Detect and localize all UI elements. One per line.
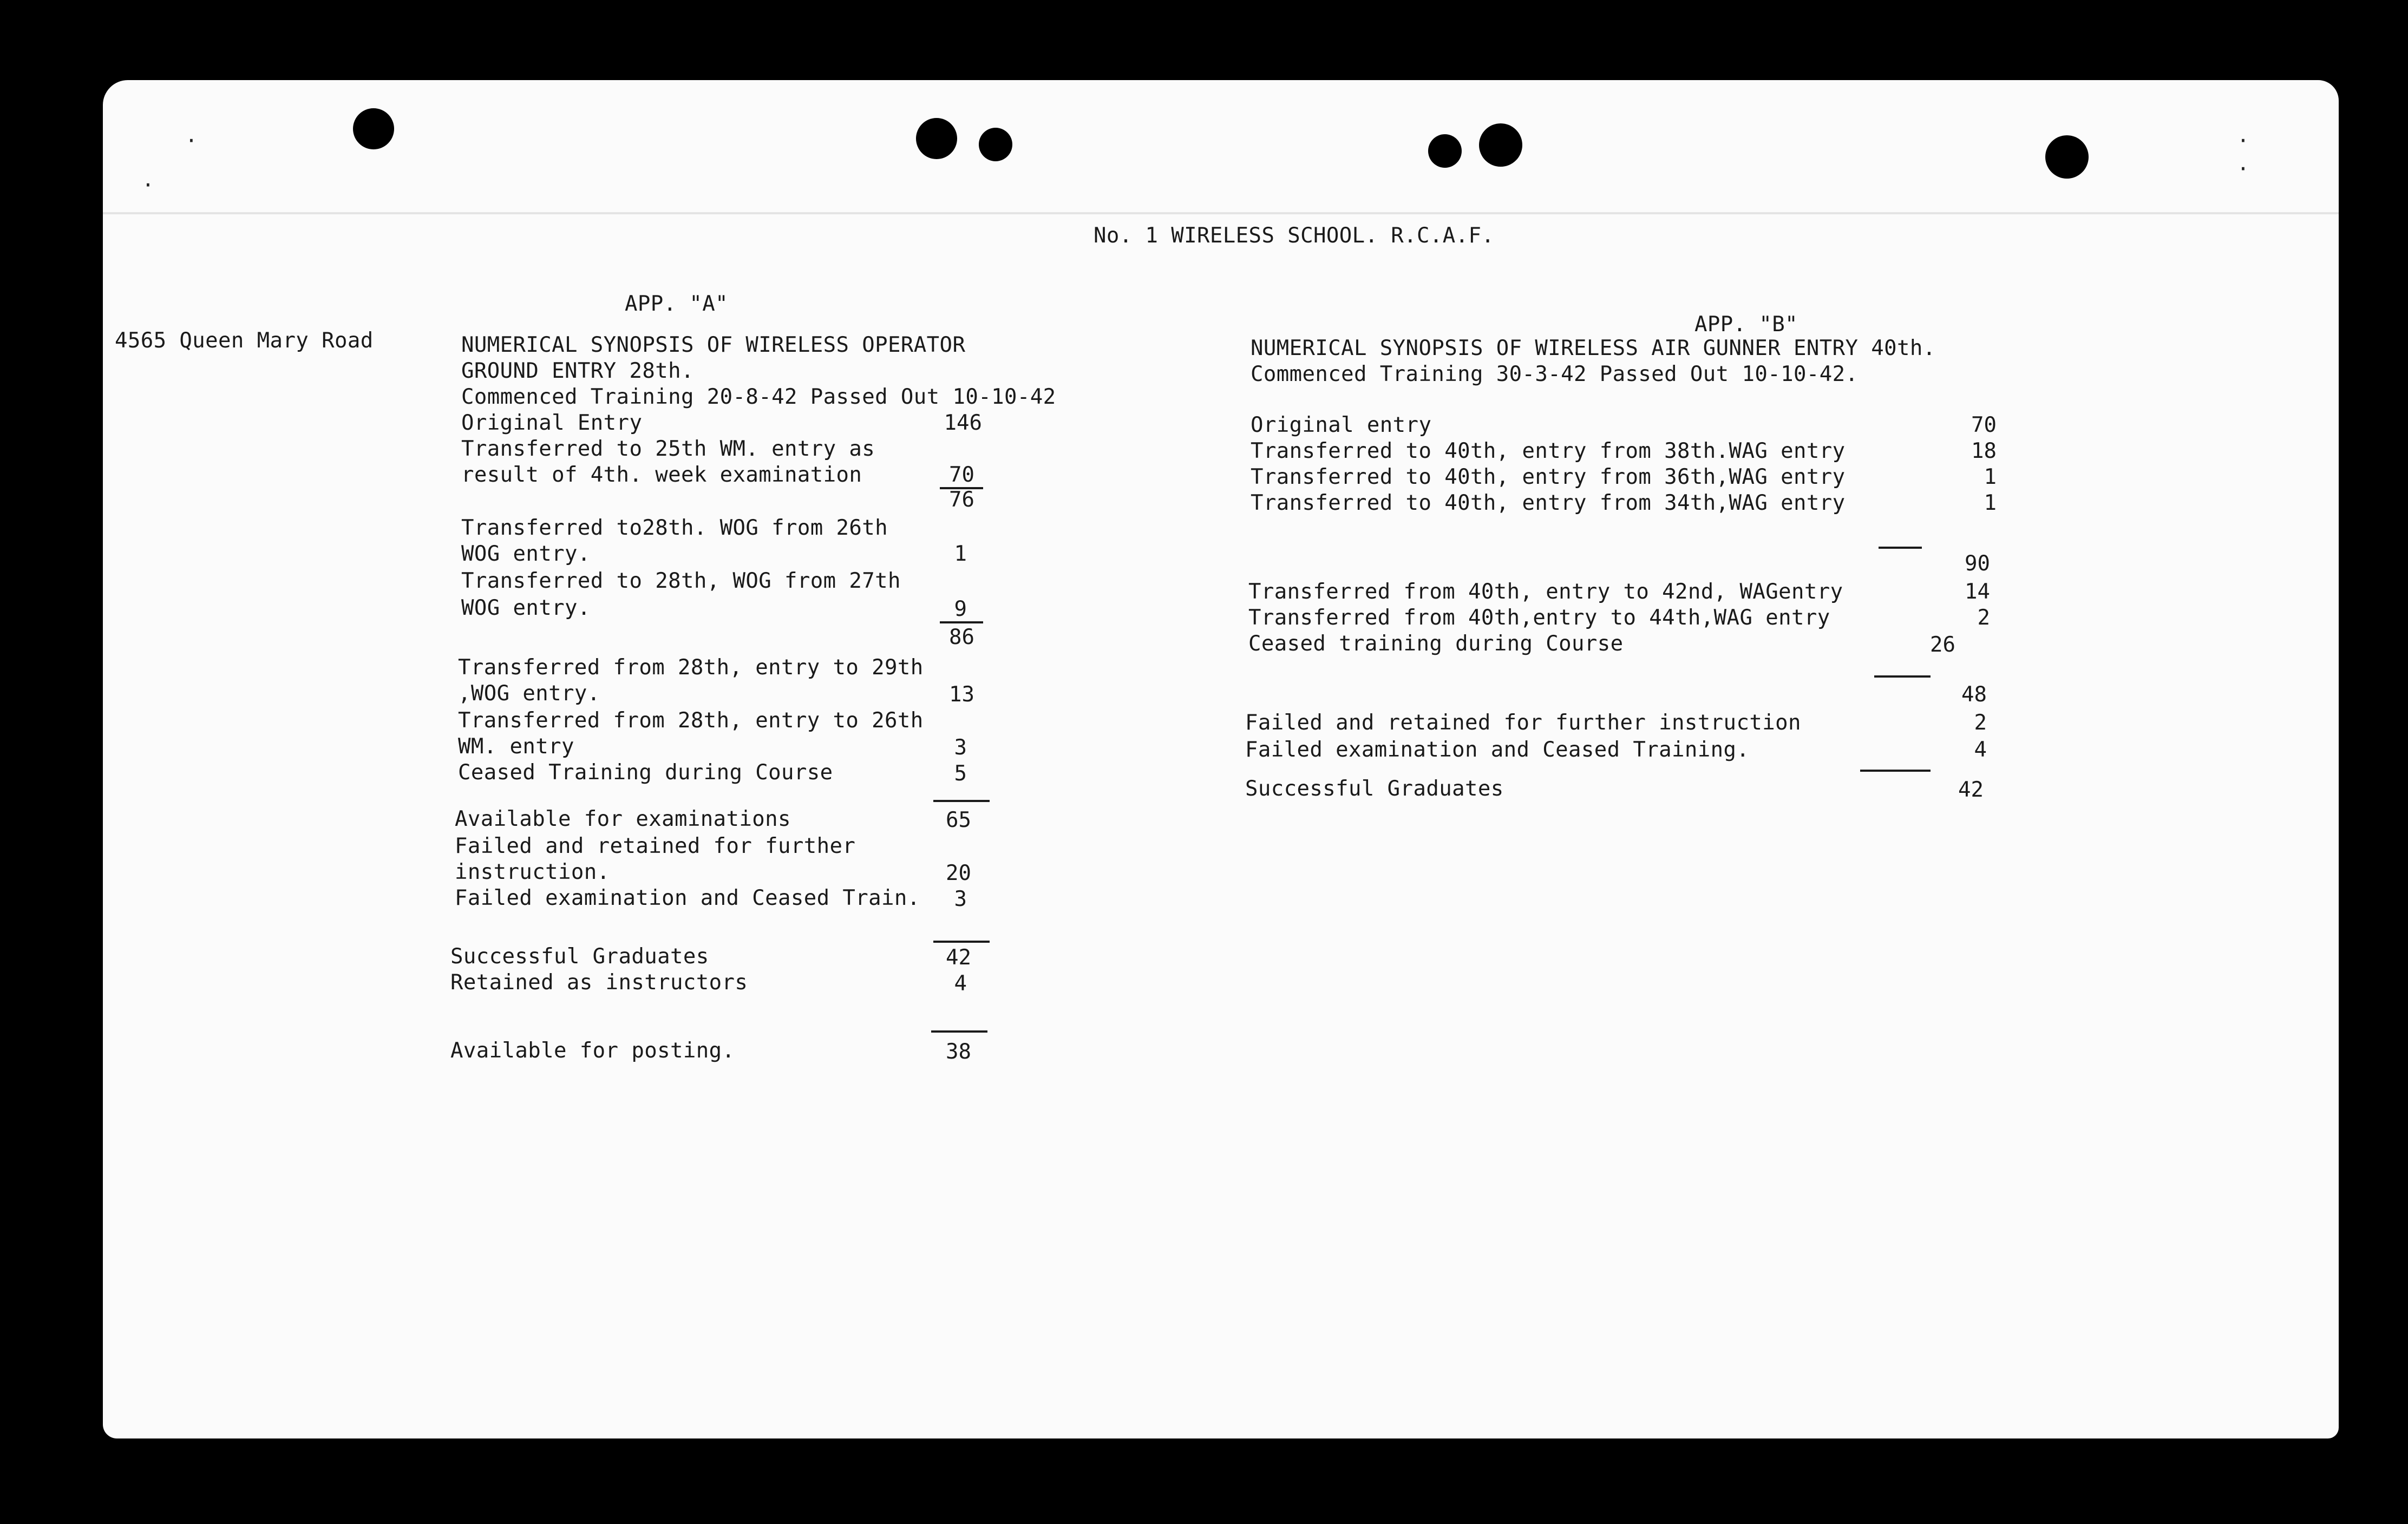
app-b-subtotal: 90 [1965, 551, 1990, 576]
sum-rule [940, 621, 983, 623]
app-a-row-value: 3 [954, 735, 967, 760]
speck-mark: · [185, 129, 198, 153]
app-b-row-value: 2 [1974, 711, 1987, 735]
app-a-commenced: Commenced Training 20-8-42 Passed Out 10-10-42 [461, 385, 1056, 409]
app-a-row-label: WM. entry [458, 734, 574, 759]
app-a-row-label: Ceased Training during Course [458, 760, 833, 785]
app-a-subtotal: 76 [949, 488, 974, 512]
app-a-row-value: 3 [954, 887, 967, 911]
app-b-row-label: Original entry [1251, 413, 1432, 437]
app-b-row-label: Failed examination and Ceased Training. [1245, 738, 1750, 762]
app-a-row-value: 146 [944, 411, 982, 435]
app-a-row-value: 1 [954, 542, 967, 566]
app-b-row-label: Ceased training during Course [1248, 632, 1624, 656]
app-a-row-value: 42 [946, 945, 971, 970]
app-b-row-label: Transferred from 40th, entry to 42nd, WAGentry [1248, 580, 1843, 604]
app-b-commenced: Commenced Training 30-3-42 Passed Out 10-10-42. [1251, 362, 1859, 386]
app-a-row-label: Failed examination and Ceased Train. [455, 886, 920, 910]
app-a-title-line-1: NUMERICAL SYNOPSIS OF WIRELESS OPERATOR [461, 333, 966, 357]
app-a-row-label: Available for examinations [455, 807, 791, 831]
app-a-row-label: Failed and retained for further [455, 834, 856, 858]
school-heading: No. 1 WIRELESS SCHOOL. R.C.A.F. [1094, 224, 1495, 248]
speck-mark: · [2237, 129, 2249, 153]
app-a-row-label: result of 4th. week examination [461, 463, 862, 487]
app-b-row-label: Transferred to 40th, entry from 38th.WAG entry [1251, 439, 1846, 463]
app-b-row-value: 2 [1977, 606, 1990, 630]
app-b-row-value: 14 [1965, 580, 1990, 604]
sum-rule [1874, 675, 1931, 678]
punch-hole [979, 128, 1012, 161]
app-a-row-label: Available for posting. [450, 1039, 735, 1063]
app-b-row-label: Transferred to 40th, entry from 34th,WAG entry [1251, 491, 1846, 515]
app-a-row-label: WOG entry. [461, 596, 591, 620]
app-a-label: APP. "A" [625, 292, 729, 316]
app-a-row-label: Transferred to 28th, WOG from 27th [461, 569, 901, 593]
app-a-row-value: 5 [954, 761, 967, 786]
app-a-row-label: WOG entry. [461, 542, 591, 566]
app-a-row-label: Transferred to28th. WOG from 26th [461, 516, 888, 540]
app-a-row-label: Transferred to 25th WM. entry as [461, 437, 875, 461]
app-a-title-line-2: GROUND ENTRY 28th. [461, 359, 694, 383]
app-a-row-value: 20 [946, 861, 971, 885]
app-b-row-value: 1 [1984, 465, 1997, 489]
sum-rule [1879, 547, 1922, 549]
app-b-row-label: Transferred from 40th,entry to 44th,WAG entry [1248, 606, 1830, 630]
app-b-row-label: Failed and retained for further instruction [1245, 711, 1801, 735]
punch-hole [1428, 134, 1462, 168]
app-b-row-value: 4 [1974, 738, 1987, 762]
app-a-subtotal: 86 [949, 625, 974, 649]
speck-mark: · [2237, 157, 2249, 181]
app-a-row-value: 4 [954, 971, 967, 996]
app-a-row-label: Original Entry [461, 411, 643, 435]
app-b-total: 42 [1958, 778, 1984, 802]
app-a-row-label: Transferred from 28th, entry to 29th [458, 655, 924, 680]
app-a-row-label: Retained as instructors [450, 970, 748, 995]
app-b-row-label: Successful Graduates [1245, 777, 1504, 801]
app-b-row-value: 18 [1971, 439, 1997, 463]
app-a-row-value: 9 [954, 597, 967, 621]
document-sheet [103, 80, 2339, 1438]
app-a-row-label: ,WOG entry. [458, 681, 600, 706]
app-b-subtotal: 48 [1961, 682, 1987, 707]
punch-hole [916, 118, 957, 159]
punch-hole [353, 108, 394, 149]
app-b-row-value: 1 [1984, 491, 1997, 515]
sum-rule [1860, 770, 1931, 772]
sum-rule [933, 800, 990, 802]
fold-crease [103, 212, 2339, 214]
app-a-row-value: 65 [946, 808, 971, 832]
app-b-title-line-1: NUMERICAL SYNOPSIS OF WIRELESS AIR GUNNER ENTRY 40th. [1251, 336, 1936, 360]
sum-rule [931, 1030, 987, 1033]
app-b-row-value: 70 [1971, 413, 1997, 437]
speck-mark: · [142, 173, 154, 197]
app-b-label: APP. "B" [1694, 312, 1798, 337]
app-a-row-label: Successful Graduates [450, 944, 709, 969]
punch-hole [1479, 123, 1522, 167]
app-a-row-value: 70 [949, 463, 974, 487]
app-b-row-label: Transferred to 40th, entry from 36th,WAG entry [1251, 465, 1846, 489]
app-a-row-label: Transferred from 28th, entry to 26th [458, 708, 924, 733]
app-a-row-label: instruction. [455, 860, 610, 884]
sum-rule [933, 941, 990, 943]
punch-hole [2045, 135, 2089, 179]
app-a-row-value: 13 [949, 682, 974, 707]
app-a-total: 38 [946, 1040, 971, 1064]
app-b-row-value: 26 [1930, 633, 1955, 657]
address-text: 4565 Queen Mary Road [115, 329, 374, 353]
